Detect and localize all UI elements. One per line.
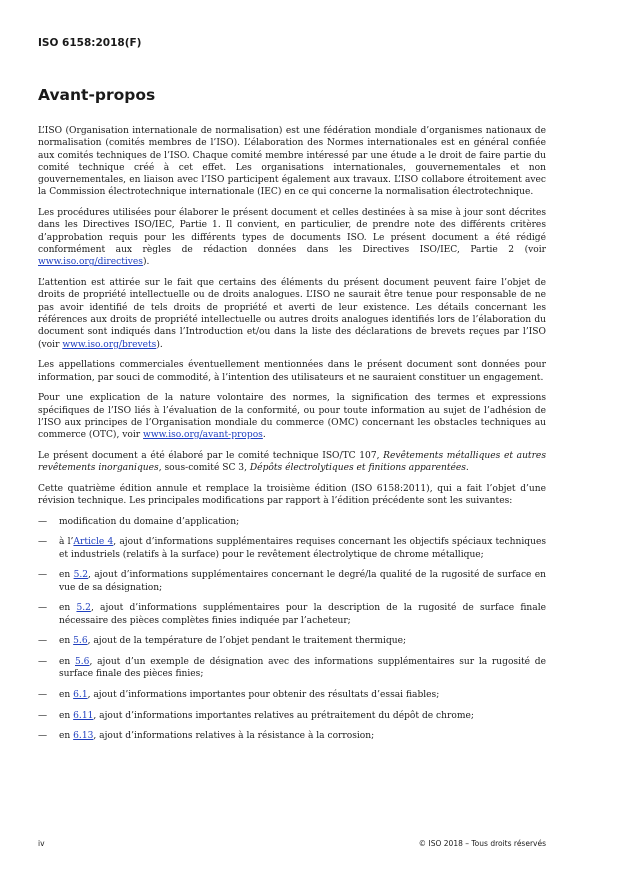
item-text: en [59,710,74,721]
paragraph-text: . [465,463,469,474]
item-text: en [59,690,74,701]
item-text: , ajout d’informations relatives à la résistance à la corrosion; [93,731,375,742]
dash-bullet: — [38,636,48,647]
paragraph-iso-intro: L’ISO (Organisation internationale de normalisation) est une fédération mondiale d’organismes nationaux de normalisation (comités membres de l’ISO). L’élaboration des Normes internationales est en général confiée aux comités techniques de l’ISO. Chaque comité membre intéressé par une étude a le droit de faire partie du comité technique créé à cet effet. Les organisations internationales, gouvernementales et non gouvernementales, en liaison avec l’ISO participent également aux travaux. L’ISO collabore étroitement avec la Commission électrotechnique internationale (IEC) en ce qui concerne la normalisation électrotechnique. [38,126,546,198]
paragraph-procedures [38,207,546,268]
list-item [38,516,546,528]
list-item [38,689,546,701]
paragraph-edition: Cette quatrième édition annule et remplace la troisième édition (ISO 6158:2011), qui a fait l’objet d’une révision technique. Les principales modifications par rapport à l’édition précédente sont les suivantes: [38,483,546,507]
standard-id: ISO 6158:2018(F) [38,37,142,49]
dash-bullet: — [38,570,48,581]
list-item [38,602,546,627]
item-text: en [59,570,74,581]
paragraph-text: ). [156,339,163,350]
dash-bullet: — [38,657,48,668]
page-footer [38,839,546,848]
paragraph-text: Le présent document a été élaboré par le comité technique ISO/TC 107, [38,450,384,461]
paragraph-patents [38,277,546,351]
item-text: , ajout d’un exemple de désignation avec des informations supplémentaires sur la rugosité de surface finale des pièces finies; [59,657,546,680]
paragraph-trade-names: Les appellations commerciales éventuellement mentionnées dans le présent document sont données pour information, par souci de commodité, à l’intention des utilisateurs et ne sauraient constituer un engagement. [38,360,546,383]
dash-bullet: — [38,710,48,721]
item-text: , ajout de la température de l’objet pendant le traitement thermique; [87,636,407,647]
paragraph-text: Les procédures utilisées pour élaborer le présent document et celles destinées à sa mise à jour sont décrites dans les Directives ISO/IEC, Partie 1. Il convient, en particulier, de prendre note des différents critères d’approbation requis pour les différents types de documents ISO. Le présent document a été rédigé conformément aux règles de rédaction données dans les Directives ISO/IEC, Partie 2 (voir [38,208,546,256]
link-avant-propos[interactable]: www.iso.org/avant-propos [143,430,263,441]
item-text: en [59,657,75,668]
paragraph-committee [38,450,546,475]
link-article-4[interactable]: Article 4 [73,537,114,548]
link-clause-5-2[interactable]: 5.2 [76,603,91,614]
link-clause-5-6[interactable]: 5.6 [73,636,88,647]
paragraph-text: L’attention est attirée sur le fait que certains des éléments du présent document peuvent faire l’objet de droits de propriété intellectuelle ou de droits analogues. L’ISO ne saurait être tenue pour responsable de ne pas avoir identifié de tels droits de propriété et averti de leur existence. Les détails concernant les références aux droits de propriété intellectuelle ou autres droits analogues identifiés lors de l’élaboration du document sont indiqués dans l’Introduction et/ou dans la liste des déclarations de brevets reçues par l’ISO (voir [38,278,546,350]
item-text: à l’ [59,537,74,548]
dash-bullet: — [38,690,48,701]
list-item [38,710,546,722]
paragraph-text: Pour une explication de la nature volontaire des normes, la signification des termes et expressions spécifiques de l’ISO liés à l’évaluation de la conformité, ou pour toute information au sujet de l’adhésion de l’ISO aux principes de l’Organisation mondiale du commerce (OMC) concernant les obstacles techniques au commerce (OTC), voir [38,393,546,441]
link-clause-5-6[interactable]: 5.6 [75,657,90,668]
paragraph-text: . [262,430,266,441]
list-item [38,635,546,647]
item-text: , ajout d’informations supplémentaires concernant le degré/la qualité de la rugosité de surface en vue de sa désignation; [59,570,546,593]
dash-bullet: — [38,516,48,527]
page-number: iv [38,839,45,848]
item-text: , ajout d’informations supplémentaires pour la description de la rugosité de surface finale nécessaire des pièces complètes finies indiquée par l’acheteur; [59,603,546,626]
item-text: en [59,636,74,647]
link-brevets[interactable]: www.iso.org/brevets [62,339,157,350]
page-title: Avant-propos [38,86,156,104]
document-body [38,125,546,751]
dash-bullet: — [38,731,48,742]
link-clause-6-13[interactable]: 6.13 [73,731,94,742]
link-directives[interactable]: www.iso.org/directives [38,257,143,268]
dash-bullet: — [38,537,48,548]
subcommittee-title: Dépôts électrolytiques et finitions apparentées [249,463,466,474]
dash-bullet: — [38,603,48,614]
changes-list [38,516,546,743]
committee-title: Revêtements métalliques et autres revêtements inorganiques [38,450,546,474]
copyright-notice: © ISO 2018 – Tous droits réservés [418,839,546,848]
list-item [38,656,546,681]
list-item [38,730,546,742]
link-clause-6-1[interactable]: 6.1 [73,690,88,701]
item-text: en [59,603,77,614]
link-clause-5-2[interactable]: 5.2 [73,570,89,581]
paragraph-text: ). [142,257,150,268]
item-text: en [59,731,74,742]
item-text: modification du domaine d’application; [59,516,240,527]
paragraph-voluntary [38,392,546,441]
list-item [38,569,546,594]
list-item [38,536,546,561]
item-text: , ajout d’informations supplémentaires requises concernant les objectifs spéciaux techniques et industriels (relatifs à la surface) pour le revêtement électrolytique de chrome métallique; [59,537,546,560]
item-text: , ajout d’informations importantes relatives au prétraitement du dépôt de chrome; [93,710,474,721]
item-text: , ajout d’informations importantes pour obtenir des résultats d’essai fiables; [87,690,440,701]
paragraph-text: , sous-comité SC 3, [158,463,250,474]
link-clause-6-11[interactable]: 6.11 [73,710,94,721]
